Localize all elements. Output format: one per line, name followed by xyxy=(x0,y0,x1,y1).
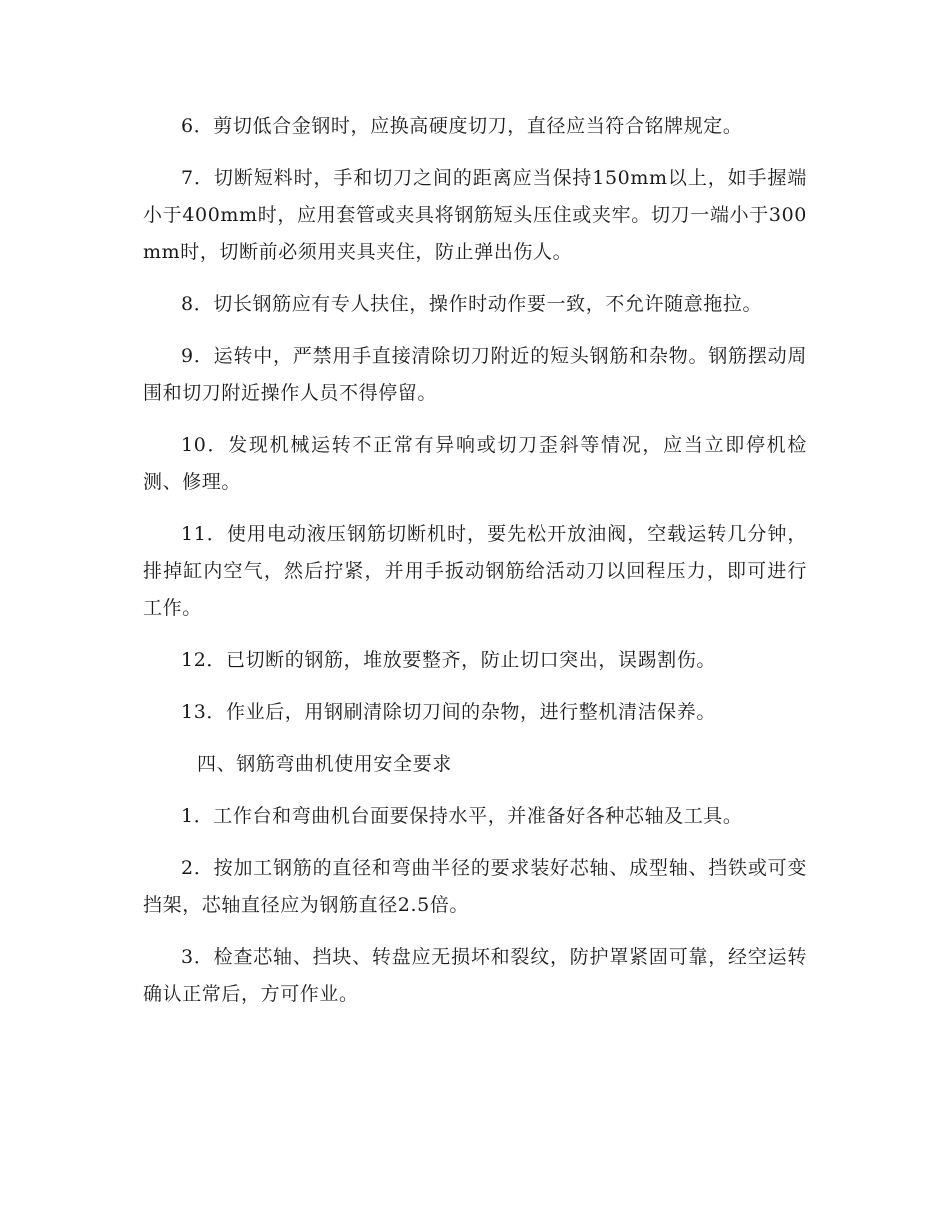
section-paragraph-1: 1．工作台和弯曲机台面要保持水平，并准备好各种芯轴及工具。 xyxy=(181,805,743,827)
paragraph-7: 7．切断短料时，手和切刀之间的距离应当保持150mm以上，如手握端小于400mm时，应用套管或夹具将钢筋短头压住或夹牢。切刀一端小于300mm时，切断前必须用夹具夹住，防止弹出伤人。 xyxy=(143,167,807,263)
paragraph-6: 6．剪切低合金钢时，应换高硬度切刀，直径应当符合铭牌规定。 xyxy=(181,115,743,137)
section-paragraph-3: 3．检查芯轴、挡块、转盘应无损坏和裂纹，防护罩紧固可靠，经空运转确认正常后，方可作业。 xyxy=(143,946,807,1005)
paragraph-12: 12．已切断的钢筋，堆放要整齐，防止切口突出，误踢割伤。 xyxy=(181,649,716,671)
section-paragraph-2: 2．按加工钢筋的直径和弯曲半径的要求装好芯轴、成型轴、挡铁或可变挡架，芯轴直径应为钢筋直径2.5倍。 xyxy=(143,857,807,916)
paragraph-8: 8．切长钢筋应有专人扶住，操作时动作要一致，不允许随意拖拉。 xyxy=(181,293,763,315)
paragraph-9: 9．运转中，严禁用手直接清除切刀附近的短头钢筋和杂物。钢筋摆动周围和切刀附近操作人员不得停留。 xyxy=(143,345,807,404)
paragraph-10: 10．发现机械运转不正常有异响或切刀歪斜等情况，应当立即停机检测、修理。 xyxy=(143,434,807,493)
paragraph-13: 13．作业后，用钢刷清除切刀间的杂物，进行整机清洁保养。 xyxy=(181,701,716,723)
document-body xyxy=(143,108,807,1028)
paragraph-11: 11．使用电动液压钢筋切断机时，要先松开放油阀，空载运转几分钟，排掉缸内空气，然后拧紧，并用手扳动钢筋给活动刀以回程压力，即可进行工作。 xyxy=(143,523,807,619)
section-heading: 四、钢筋弯曲机使用安全要求 xyxy=(197,753,452,775)
